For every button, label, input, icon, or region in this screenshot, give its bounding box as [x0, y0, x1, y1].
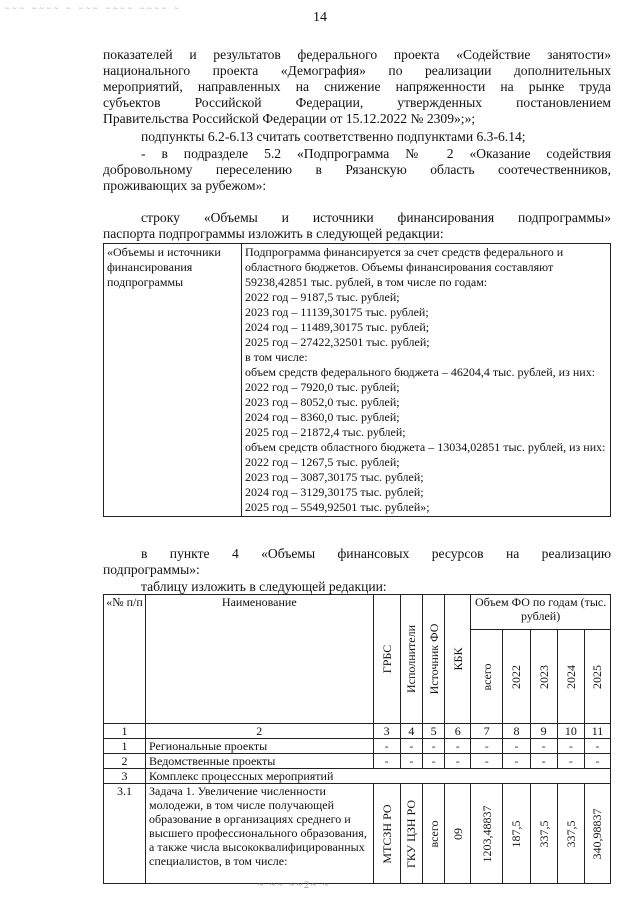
text-line: Правительства Российской Федерации от 15.12.2022 № 2309»;»;	[103, 111, 476, 126]
task-2024: 337,5	[557, 784, 584, 884]
task-2023: 337,5	[530, 784, 557, 884]
text-line: подпрограммы»:	[103, 562, 200, 577]
header-grbs: ГРБС	[373, 595, 400, 724]
text-line: паспорта подпрограммы изложить в следующей редакции:	[103, 226, 444, 241]
text-line: показателей и результатов федерального проекта «Содействие занятости»	[103, 47, 611, 62]
header-2022: 2022	[503, 630, 530, 724]
task-executor: ГКУ ЦЗН РО	[400, 784, 422, 884]
paragraph-6: таблицу изложить в следующей редакции:	[141, 579, 387, 594]
header-2023: 2023	[530, 630, 557, 724]
col-num: 4	[400, 724, 422, 739]
header-volume: Объем ФО по годам (тыс. рублей)	[471, 595, 611, 630]
header-name: Наименование	[146, 595, 374, 724]
cell: -	[557, 754, 584, 769]
col-num: 3	[373, 724, 400, 739]
header-kbk: КБК	[445, 595, 471, 724]
cell: -	[530, 754, 557, 769]
task-grbs: МТСЗН РО	[373, 784, 400, 884]
paragraph-5	[103, 546, 611, 578]
page-number: 14	[313, 10, 327, 25]
cell: -	[471, 739, 503, 754]
text-line: - в подразделе 5.2 «Подпрограмма № 2 «Оказание содействия	[141, 146, 611, 161]
col-num: 8	[503, 724, 530, 739]
finance-table	[103, 594, 611, 884]
cell: -	[445, 739, 471, 754]
row-name: Комплекс процессных мероприятий	[146, 769, 611, 784]
row-name: Ведомственные проекты	[146, 754, 374, 769]
text-line: добровольному переселению в Рязанскую область соотечественников,	[103, 162, 611, 177]
table-row-task	[104, 784, 611, 884]
row-num: 3	[104, 769, 146, 784]
table-row	[104, 754, 611, 769]
cell: -	[503, 739, 530, 754]
task-kbk: 09	[445, 784, 471, 884]
header-2025: 2025	[584, 630, 610, 724]
task-2022: 187,5	[503, 784, 530, 884]
cell: -	[423, 754, 445, 769]
cell: -	[400, 739, 422, 754]
cell: -	[584, 739, 610, 754]
col-num: 6	[445, 724, 471, 739]
task-num: 3.1	[104, 784, 146, 884]
passport-table	[103, 243, 611, 517]
table-row	[104, 769, 611, 784]
scan-artifact-top: ~~~ ~~~~ ~ ~~~ ~~~~ ~~~~ ~	[5, 4, 182, 13]
row-name: Региональные проекты	[146, 739, 374, 754]
task-source: всего	[423, 784, 445, 884]
cell: -	[584, 754, 610, 769]
text-line: субъектов Российской Федерации, утвержденных постановлением	[103, 95, 611, 110]
col-num: 9	[530, 724, 557, 739]
paragraph-4	[103, 210, 611, 242]
paragraph-3	[103, 146, 611, 194]
header-num: «№ п/п	[104, 595, 146, 724]
col-num: 7	[471, 724, 503, 739]
cell: -	[471, 754, 503, 769]
cell: -	[373, 754, 400, 769]
col-num: 11	[584, 724, 610, 739]
scan-artifact-bottom: ~ ~~ ~~2~ ~	[258, 880, 331, 891]
header-executors: Исполнители	[400, 595, 422, 724]
column-numbers-row	[104, 724, 611, 739]
task-total: 1203,48837	[471, 784, 503, 884]
task-name: Задача 1. Увеличение численности молодежи, в том числе получающей образование в организациях среднего и высшего профессионального образования, а также числа высококвалифицированных специалистов, в том числе:	[146, 784, 374, 884]
row-num: 1	[104, 739, 146, 754]
cell: -	[557, 739, 584, 754]
header-2024: 2024	[557, 630, 584, 724]
cell: -	[503, 754, 530, 769]
cell: -	[423, 739, 445, 754]
table-row	[104, 739, 611, 754]
text-line: проживающих за рубежом»:	[103, 178, 267, 193]
col-num: 10	[557, 724, 584, 739]
col-num: 1	[104, 724, 146, 739]
cell: -	[400, 754, 422, 769]
cell: -	[373, 739, 400, 754]
header-source: Источник ФО	[423, 595, 445, 724]
passport-label: «Объемы и источники финансирования подпрограммы	[104, 244, 242, 517]
text-line: строку «Объемы и источники финансирования подпрограммы»	[141, 210, 611, 225]
col-num: 2	[146, 724, 374, 739]
row-num: 2	[104, 754, 146, 769]
cell: -	[530, 739, 557, 754]
paragraph-2: подпункты 6.2-6.13 считать соответственно подпунктами 6.3-6.14;	[141, 129, 526, 144]
paragraph-1	[103, 47, 611, 127]
header-total: всего	[471, 630, 503, 724]
text-line: мероприятий, направленных на снижение напряженности на рынке труда	[103, 79, 611, 94]
text-line: национального проекта «Демография» по реализации дополнительных	[103, 63, 611, 78]
cell: -	[445, 754, 471, 769]
task-2025: 340,98837	[584, 784, 610, 884]
col-num: 5	[423, 724, 445, 739]
passport-content: Подпрограмма финансируется за счет средств федерального и областного бюджетов. Объемы финансирования составляют 59238,42851 тыс. рублей, в том числе по годам: 2022 год – 9187,5 тыс. рублей; 2023 год – 11139,30175 тыс. рублей; 2024 год – 11489,30175 тыс. рублей; 2025 год – 27422,32501 тыс. рублей; в том числе: объем средств федерального бюджета – 46204,4 тыс. рублей, из них: 2022 год – 7920,0 тыс. рублей; 2023 год – 8052,0 тыс. рублей; 2024 год – 8360,0 тыс. рублей; 2025 год – 21872,4 тыс. рублей; объем средств областного бюджета – 13034,02851 тыс. рублей, из них: 2022 год – 1267,5 тыс. рублей; 2023 год – 3087,30175 тыс. рублей; 2024 год – 3129,30175 тыс. рублей; 2025 год – 5549,92501 тыс. рублей»;	[242, 244, 611, 517]
text-line: в пункте 4 «Объемы финансовых ресурсов на реализацию	[141, 546, 611, 561]
